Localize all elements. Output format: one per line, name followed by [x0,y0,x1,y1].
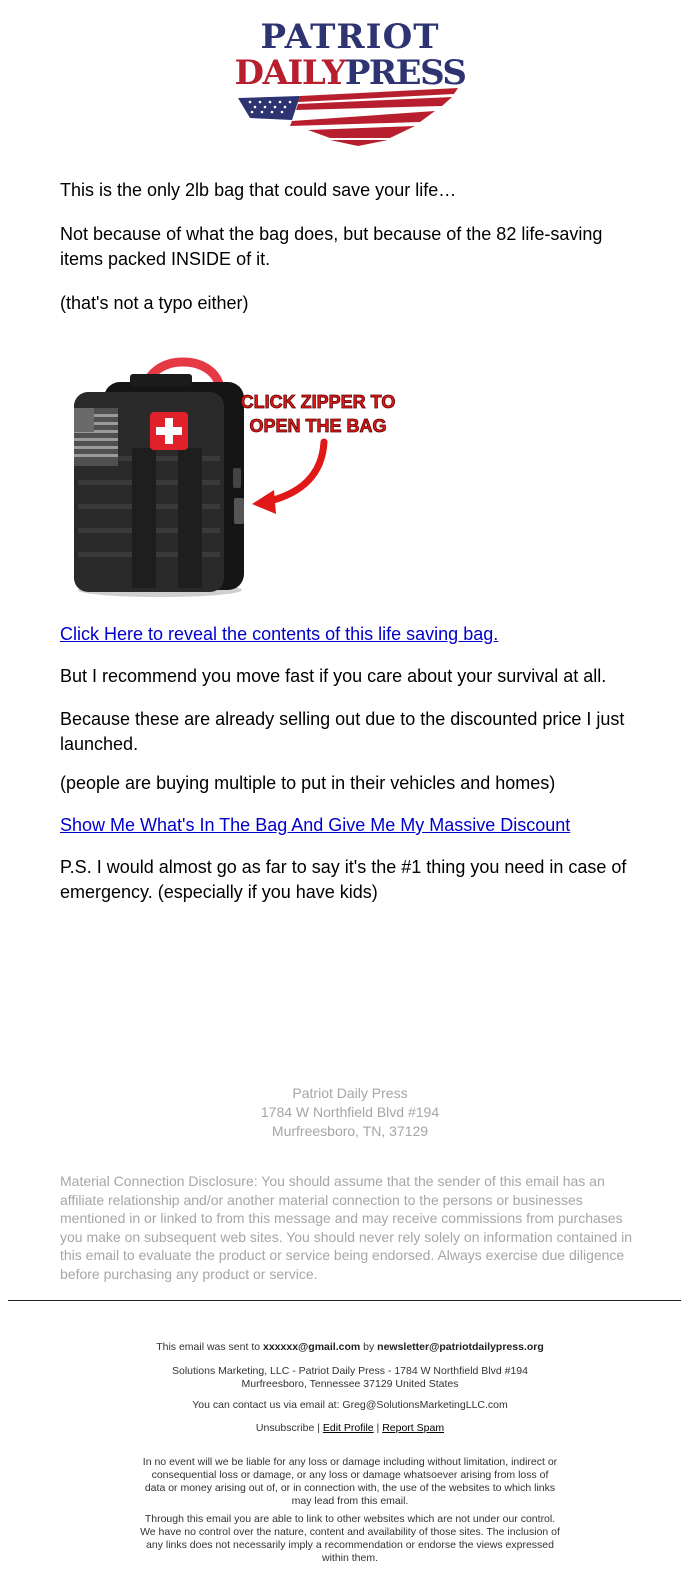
ps-text: P.S. I would almost go as far to say it's the #1 thing you need in case of emergency. (especially if you have kids) [60,857,627,902]
separator: | [314,1422,323,1434]
links-notice: Through this email you are able to link to other websites which are not under our control. We have no control over the nature, content and availability of those sites. The inclusion of any links does not necessarily imply a recommendation or endorse the views expressed within them. [140,1513,560,1564]
intro-text-3: (that's not a typo either) [60,293,249,313]
sender-email: newsletter@patriotdailypress.org [377,1341,544,1353]
contact-line: You can contact us via email at: Greg@SolutionsMarketingLLC.com [192,1399,508,1411]
address-name: Patriot Daily Press [292,1085,408,1101]
liability-notice: In no event will we be liable for any loss or damage including without limitation, indirect or consequential loss or damage, or any loss or damage whatsoever arising from loss of data or money arising out of, or in connection with, the use of the websites to which links may lead from this email. [142,1456,558,1507]
footer-divider [8,1300,681,1301]
sent-by: by [360,1341,378,1353]
recipient-email: xxxxxx@gmail.com [263,1341,361,1353]
sent-to-line [120,1341,580,1354]
logo-line2-press: PRESS [344,53,466,93]
image-caption-line1: CLICK ZIPPER TO [240,392,396,412]
svg-text:DAILYPRESS [235,53,466,93]
report-spam-link[interactable]: Report Spam [382,1422,445,1434]
separator: | [373,1422,383,1434]
image-caption-line2: OPEN THE BAG [249,416,387,436]
selling-out-text: Because these are already selling out due to the discounted price I just launched. [60,709,625,754]
address-city: Murfreesboro, TN, 37129 [271,1123,429,1139]
address-street: 1784 W Northfield Blvd #194 [260,1104,440,1120]
material-disclosure: Material Connection Disclosure: You should assume that the sender of this email has an affiliate relationship and/or another material connection to the persons or businesses mentioned in or linked to from this message and may receive commissions from purchases you make on subsequent web sites. You should never rely solely on information contained in this email to evaluate the product or service being endorsed. Always exercise due diligence before purchasing any product or service. [60,1173,633,1282]
logo-line2-daily: DAILY [234,53,345,93]
urgency-text: But I recommend you move fast if you care about your survival at all. [60,666,607,686]
company-line-2: Murfreesboro, Tennessee 37129 United States [241,1378,459,1390]
bag-image[interactable] [70,348,400,610]
sent-prefix: This email was sent to [156,1341,263,1353]
logo-line1: PATRIOT [260,18,440,57]
patriot-daily-press-logo [230,18,470,150]
company-line-1: Solutions Marketing, LLC - Patriot Daily Press - 1784 W Northfield Blvd #194 [172,1365,528,1377]
unsubscribe-link[interactable]: Unsubscribe [255,1422,315,1434]
flag-graphic [238,88,458,146]
intro-text-1: This is the only 2lb bag that could save your life… [60,180,457,200]
edit-profile-link[interactable]: Edit Profile [322,1422,374,1434]
footer-actions [120,1422,580,1435]
reveal-contents-link[interactable]: Click Here to reveal the contents of this life saving bag. [60,624,499,644]
buying-multiple-text: (people are buying multiple to put in their vehicles and homes) [60,773,556,793]
intro-text-2: Not because of what the bag does, but because of the 82 life-saving items packed INSIDE of it. [60,224,603,269]
discount-link[interactable]: Show Me What's In The Bag And Give Me My Massive Discount [60,815,571,835]
